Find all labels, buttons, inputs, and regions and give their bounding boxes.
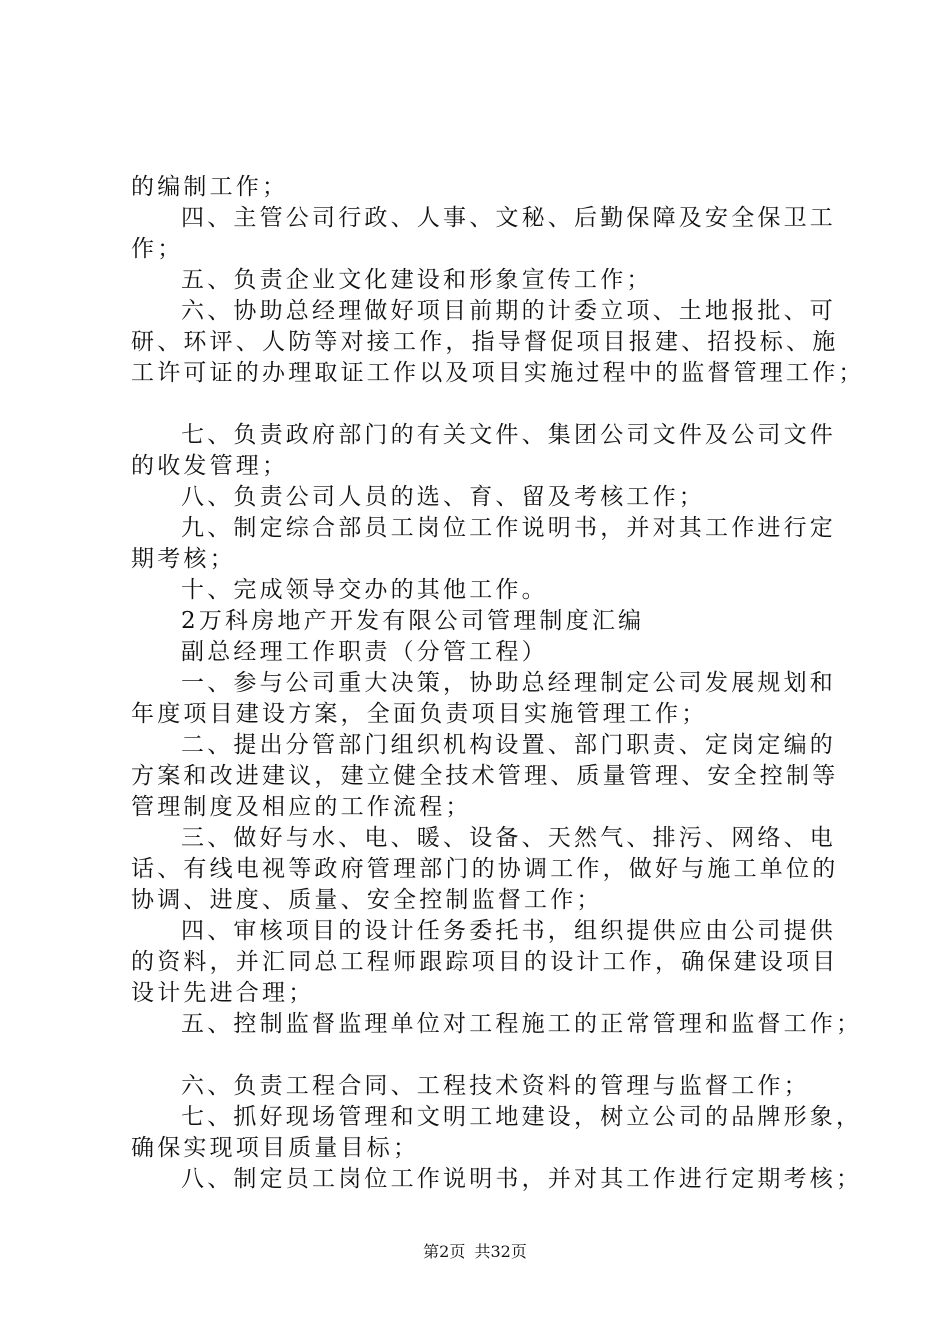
- text-line: 八、负责公司人员的选、育、留及考核工作；: [181, 484, 705, 510]
- text-line: 五、负责企业文化建设和形象宣传工作；: [181, 267, 653, 293]
- text-line: 十、完成领导交办的其他工作。: [181, 577, 548, 603]
- text-line: 作；: [131, 236, 184, 262]
- text-line: 期考核；: [131, 546, 236, 572]
- text-line: 的资料，并汇同总工程师跟踪项目的设计工作，确保建设项目: [131, 949, 839, 975]
- text-line: 年度项目建设方案，全面负责项目实施管理工作；: [131, 701, 708, 727]
- text-line: 的编制工作；: [131, 174, 289, 200]
- text-line: 八、制定员工岗位工作说明书，并对其工作进行定期考核；: [181, 1166, 863, 1192]
- text-line: 二、提出分管部门组织机构设置、部门职责、定岗定编的: [181, 732, 836, 758]
- text-line: 的收发管理；: [131, 453, 289, 479]
- text-line: 五、控制监督监理单位对工程施工的正常管理和监督工作；: [181, 1011, 863, 1037]
- text-line: 确保实现项目质量目标；: [131, 1135, 420, 1161]
- text-line: 工许可证的办理取证工作以及项目实施过程中的监督管理工作；: [131, 360, 865, 386]
- text-line: 四、审核项目的设计任务委托书，组织提供应由公司提供: [181, 918, 836, 944]
- page-number: 第2页: [423, 1242, 466, 1261]
- text-line: 设计先进合理；: [131, 980, 315, 1006]
- text-line: 方案和改进建议，建立健全技术管理、质量管理、安全控制等: [131, 763, 839, 789]
- total-pages: 共32页: [474, 1242, 527, 1261]
- text-line: 协调、进度、质量、安全控制监督工作；: [131, 887, 603, 913]
- text-line: 管理制度及相应的工作流程；: [131, 794, 472, 820]
- text-line: 六、负责工程合同、工程技术资料的管理与监督工作；: [181, 1073, 810, 1099]
- text-line: 三、做好与水、电、暖、设备、天然气、排污、网络、电: [181, 825, 836, 851]
- text-line: 七、抓好现场管理和文明工地建设，树立公司的品牌形象，: [181, 1104, 863, 1130]
- text-line: 副总经理工作职责（分管工程）: [181, 639, 548, 665]
- text-line: 七、负责政府部门的有关文件、集团公司文件及公司文件: [181, 422, 836, 448]
- text-line: 四、主管公司行政、人事、文秘、后勤保障及安全保卫工: [181, 205, 836, 231]
- text-line: 研、环评、人防等对接工作，指导督促项目报建、招投标、施: [131, 329, 839, 355]
- text-line: 话、有线电视等政府管理部门的协调工作，做好与施工单位的: [131, 856, 839, 882]
- text-line: 一、参与公司重大决策，协助总经理制定公司发展规划和: [181, 670, 836, 696]
- text-line: 九、制定综合部员工岗位工作说明书，并对其工作进行定: [181, 515, 836, 541]
- text-line: 六、协助总经理做好项目前期的计委立项、土地报批、可: [181, 298, 836, 324]
- document-body: [131, 172, 865, 1195]
- text-line: 2万科房地产开发有限公司管理制度汇编: [181, 608, 645, 634]
- page-footer: [0, 1241, 950, 1263]
- blank-line: [131, 389, 843, 420]
- blank-line: [131, 1040, 843, 1071]
